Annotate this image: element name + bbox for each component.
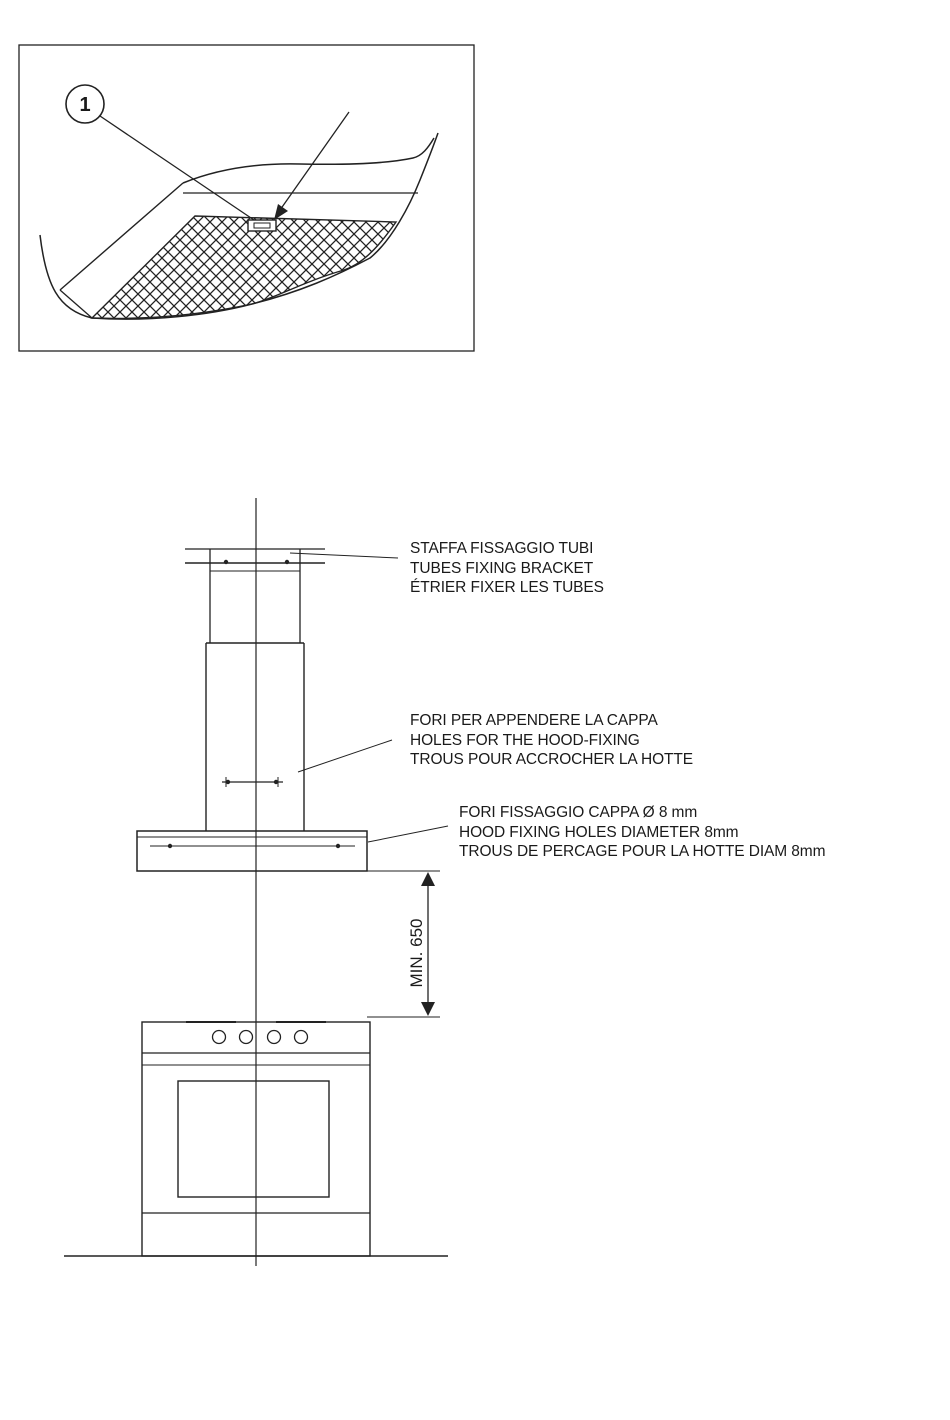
hanging-holes-label-fr: TROUS POUR ACCROCHER LA HOTTE xyxy=(410,751,694,768)
hood-canopy xyxy=(137,831,367,871)
cooker-knob xyxy=(295,1031,308,1044)
tubes-bracket-label-it: STAFFA FISSAGGIO TUBI xyxy=(410,540,594,557)
hanging-holes-label-it: FORI PER APPENDERE LA CAPPA xyxy=(410,712,658,729)
tubes-fixing-bracket xyxy=(185,549,325,571)
filter-handle xyxy=(248,220,276,231)
grease-filter-mesh xyxy=(80,200,410,330)
min-distance-label: MIN. 650 xyxy=(407,918,426,988)
fixing-holes-leader xyxy=(368,826,448,842)
tubes-bracket-label-en: TUBES FIXING BRACKET xyxy=(410,559,594,577)
cooker-knob xyxy=(240,1031,253,1044)
installation-figure xyxy=(64,498,448,1266)
lower-chimney-tube xyxy=(206,643,304,831)
callout-number: 1 xyxy=(79,94,91,116)
tubes-bracket-label xyxy=(410,539,604,598)
cooker-knob xyxy=(213,1031,226,1044)
fixing-holes-label xyxy=(459,803,825,862)
direction-arrow-head xyxy=(274,204,288,220)
hood-hanging-holes xyxy=(222,777,283,787)
hanging-holes-label xyxy=(410,711,693,770)
hanging-holes-leader xyxy=(298,740,392,772)
hood-top-edge xyxy=(183,138,434,183)
tubes-bracket-label-fr: ÉTRIER FIXER LES TUBES xyxy=(410,579,604,596)
tubes-bracket-leader xyxy=(290,553,398,558)
cooker-knob xyxy=(268,1031,281,1044)
fixing-holes-label-fr: TROUS DE PERCAGE POUR LA HOTTE DIAM 8mm xyxy=(459,843,826,860)
filter-detail-figure xyxy=(19,45,474,351)
fixing-holes-label-en: HOOD FIXING HOLES DIAMETER 8mm xyxy=(459,823,739,841)
oven-door-window xyxy=(178,1081,329,1197)
min-distance-dimension xyxy=(367,871,440,1017)
direction-arrow-shaft xyxy=(280,112,349,210)
callout-leader-line xyxy=(100,116,254,220)
hanging-holes-label-en: HOLES FOR THE HOOD-FIXING xyxy=(410,731,640,749)
fixing-holes-label-it: FORI FISSAGGIO CAPPA Ø 8 mm xyxy=(459,804,698,821)
